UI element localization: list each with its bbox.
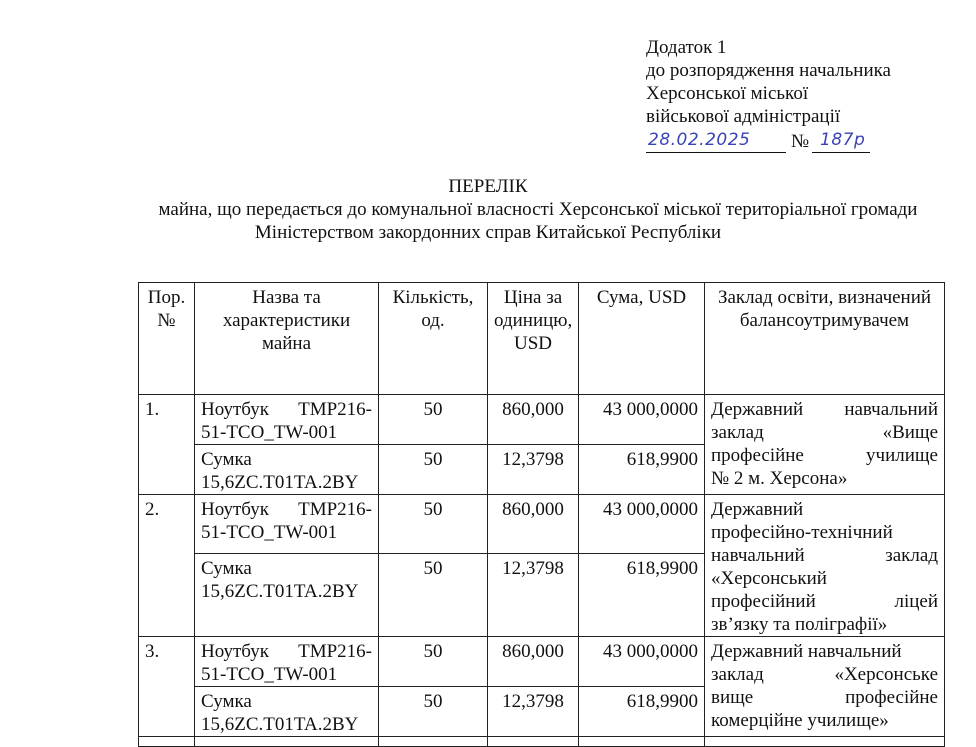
item-price: 12,3798 xyxy=(488,553,579,636)
item-name: Ноутбук TMP216- 51-TCO_TW-001 xyxy=(195,395,379,445)
order-number-handwritten: 187р xyxy=(820,130,866,150)
item-sum: 618,9900 xyxy=(579,445,705,495)
header-price: Ціна за одиницю, USD xyxy=(488,283,579,395)
school-name: Державний навчальний заклад «Вище професійне училище № 2 м. Херсона» xyxy=(705,395,945,495)
group-number: 1. xyxy=(139,395,195,495)
appendix-administration-line: військової адміністрації xyxy=(646,106,841,127)
item-sum: 618,9900 xyxy=(579,553,705,636)
group-number: 2. xyxy=(139,495,195,637)
property-table xyxy=(138,282,945,747)
item-sum: 43 000,0000 xyxy=(579,395,705,445)
school-name: Державний навчальний заклад «Херсонське вище професійне комерційне училище» xyxy=(705,637,945,737)
item-sum: 618,9900 xyxy=(579,687,705,737)
appendix-order-line: до розпорядження начальника xyxy=(646,60,891,81)
table-row xyxy=(139,637,945,687)
document-title xyxy=(0,175,976,244)
item-name: Ноутбук TMP216- 51-TCO_TW-001 xyxy=(195,495,379,554)
title-subtitle-line1: майна, що передається до комунальної власності Херсонської міської територіальної громади xyxy=(158,199,918,220)
school-name: Державний професійно-технічний навчальний заклад «Херсонський професійний ліцей зв’язку та поліграфії» xyxy=(705,495,945,637)
number-sign: № xyxy=(791,131,810,152)
item-name: Ноутбук TMP216- 51-TCO_TW-001 xyxy=(195,637,379,687)
item-name: Сумка 15,6ZC.T01TA.2BY xyxy=(195,445,379,495)
header-sum: Сума, USD xyxy=(579,283,705,395)
order-date-field xyxy=(646,130,786,153)
appendix-label: Додаток 1 xyxy=(646,37,727,58)
header-qty: Кількість, од. xyxy=(379,283,488,395)
item-price: 860,000 xyxy=(488,495,579,554)
appendix-city-line: Херсонської міської xyxy=(646,83,809,104)
item-price: 12,3798 xyxy=(488,687,579,737)
item-qty: 50 xyxy=(379,637,488,687)
item-price: 860,000 xyxy=(488,395,579,445)
header-name: Назва та характеристики майна xyxy=(195,283,379,395)
item-qty: 50 xyxy=(379,395,488,445)
order-number-field xyxy=(812,130,870,153)
item-name: Сумка 15,6ZC.T01TA.2BY xyxy=(195,687,379,737)
table-row xyxy=(139,495,945,554)
group-number: 3. xyxy=(139,637,195,737)
header-num: Пор. № xyxy=(139,283,195,395)
item-qty: 50 xyxy=(379,553,488,636)
item-name: Сумка 15,6ZC.T01TA.2BY xyxy=(195,553,379,636)
item-price: 860,000 xyxy=(488,637,579,687)
header-school: Заклад освіти, визначений балансоутримувачем xyxy=(705,283,945,395)
item-qty: 50 xyxy=(379,687,488,737)
title-subtitle-line2: Міністерством закордонних справ Китайської Республіки xyxy=(254,222,722,243)
table-row-cut xyxy=(139,737,945,747)
item-qty: 50 xyxy=(379,495,488,554)
table-row xyxy=(139,395,945,445)
order-date-number xyxy=(646,128,966,156)
title-heading: ПЕРЕЛІК xyxy=(448,176,528,197)
order-date-handwritten: 28.02.2025 xyxy=(648,130,751,150)
item-qty: 50 xyxy=(379,445,488,495)
item-sum: 43 000,0000 xyxy=(579,495,705,554)
table-header-row xyxy=(139,283,945,395)
item-price: 12,3798 xyxy=(488,445,579,495)
appendix-header xyxy=(646,36,966,156)
item-sum: 43 000,0000 xyxy=(579,637,705,687)
